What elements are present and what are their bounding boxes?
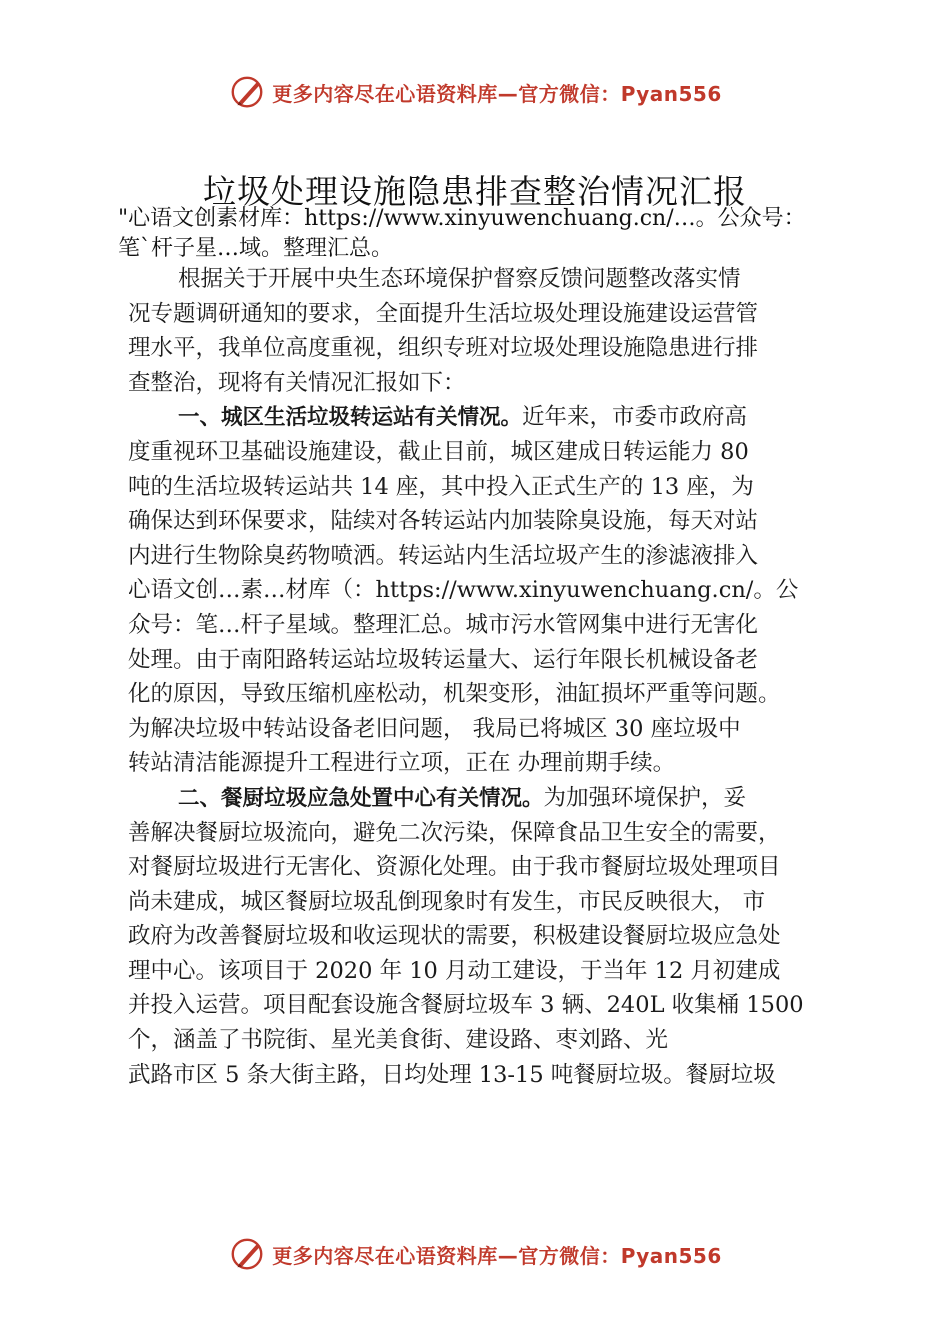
text-line — [128, 262, 848, 297]
line-text: 政府为改善餐厨垃圾和收运现状的需要，积极建设餐厨垃圾应急处 — [128, 923, 781, 950]
line-text: 理水平，我单位高度重视，组织专班对垃圾处理设施隐患进行排 — [128, 335, 759, 362]
line-text: 为加强环境保护，妥 — [543, 784, 747, 811]
text-line — [128, 331, 848, 366]
text-line — [128, 470, 848, 505]
text-line — [128, 539, 848, 574]
text-line — [128, 608, 848, 643]
line-text: 吨的生活垃圾转运站共 14 座，其中投入正式生产的 13 座，为 — [128, 473, 754, 500]
document-body — [128, 262, 848, 1092]
line-text: 化的原因，导致压缩机座松动，机架变形，油缸损坏严重等问题。 — [128, 681, 781, 708]
text-line — [128, 504, 848, 539]
line-text: 转站清洁能源提升工程进行立项，正在 办理前期手续。 — [128, 750, 676, 777]
line-text: 对餐厨垃圾进行无害化、资源化处理。由于我市餐厨垃圾处理项目 — [128, 854, 781, 881]
text-line — [128, 746, 848, 781]
text-line — [128, 816, 848, 851]
text-line — [128, 400, 848, 435]
text-line — [128, 781, 848, 816]
section-heading: 一、城区生活垃圾转运站有关情况。 — [178, 405, 523, 431]
source-note — [118, 204, 878, 264]
footer-banner — [0, 1232, 950, 1276]
pen-logo-icon — [228, 1235, 266, 1273]
text-line — [128, 677, 848, 712]
banner-text: 更多内容尽在心语资料库—官方微信：Pyan556 — [272, 81, 722, 106]
text-line — [128, 297, 848, 332]
line-text: 并投入运营。项目配套设施含餐厨垃圾车 3 辆、240L 收集桶 1500 — [128, 992, 804, 1019]
text-line — [128, 573, 848, 608]
line-text: 尚未建成，城区餐厨垃圾乱倒现象时有发生，市民反映很大， 市 — [128, 888, 766, 915]
note-line: "心语文创素材库：https://www.xinyuwenchuang.cn/…。公众号： — [118, 206, 806, 231]
text-line — [128, 954, 848, 989]
line-text: 根据关于开展中央生态环境保护督察反馈问题整改落实情 — [178, 266, 741, 292]
text-line — [128, 885, 848, 920]
line-text: 况专题调研通知的要求，全面提升生活垃圾处理设施建设运营管 — [128, 300, 759, 327]
text-line — [128, 850, 848, 885]
line-text: 近年来，市委市政府高 — [522, 404, 748, 431]
line-text: 内进行生物除臭药物喷洒。转运站内生活垃圾产生的渗滤液排入 — [128, 542, 759, 569]
text-line — [128, 435, 848, 470]
header-banner — [0, 70, 950, 114]
line-text: 武路市区 5 条大街主路，日均处理 13-15 吨餐厨垃圾。餐厨垃圾 — [128, 1061, 776, 1088]
line-text: 查整治，现将有关情况汇报如下： — [128, 369, 466, 396]
line-text: 确保达到环保要求，陆续对各转运站内加装除臭设施，每天对站 — [128, 508, 759, 535]
line-text: 心语文创…素…材库（：https://www.xinyuwenchuang.cn/。公 — [128, 577, 799, 604]
pen-logo-icon — [228, 73, 266, 111]
text-line — [128, 1058, 848, 1093]
note-line: 笔`杆子星…域。整理汇总。 — [118, 236, 394, 261]
line-text: 理中心。该项目于 2020 年 10 月动工建设，于当年 12 月初建成 — [128, 957, 781, 984]
section-heading: 二、餐厨垃圾应急处置中心有关情况。 — [178, 785, 544, 811]
text-line — [128, 1023, 848, 1058]
line-text: 众号：笔…杆子星域。整理汇总。城市污水管网集中进行无害化 — [128, 611, 759, 638]
text-line — [128, 919, 848, 954]
document-title: 垃圾处理设施隐患排查整治情况汇报 — [203, 172, 747, 211]
banner-text: 更多内容尽在心语资料库—官方微信：Pyan556 — [272, 1243, 722, 1268]
line-text: 善解决餐厨垃圾流向，避免二次污染，保障食品卫生安全的需要， — [128, 819, 781, 846]
text-line — [128, 643, 848, 678]
text-line — [128, 712, 848, 747]
text-line — [128, 988, 848, 1023]
line-text: 为解决垃圾中转站设备老旧问题， 我局已将城区 30 座垃圾中 — [128, 715, 741, 742]
line-text: 处理。由于南阳路转运站垃圾转运量大、运行年限长机械设备老 — [128, 646, 759, 673]
text-line — [128, 366, 848, 401]
line-text: 个，涵盖了书院街、星光美食街、建设路、枣刘路、光 — [128, 1027, 669, 1054]
line-text: 度重视环卫基础设施建设，截止目前，城区建成日转运能力 80 — [128, 438, 749, 465]
